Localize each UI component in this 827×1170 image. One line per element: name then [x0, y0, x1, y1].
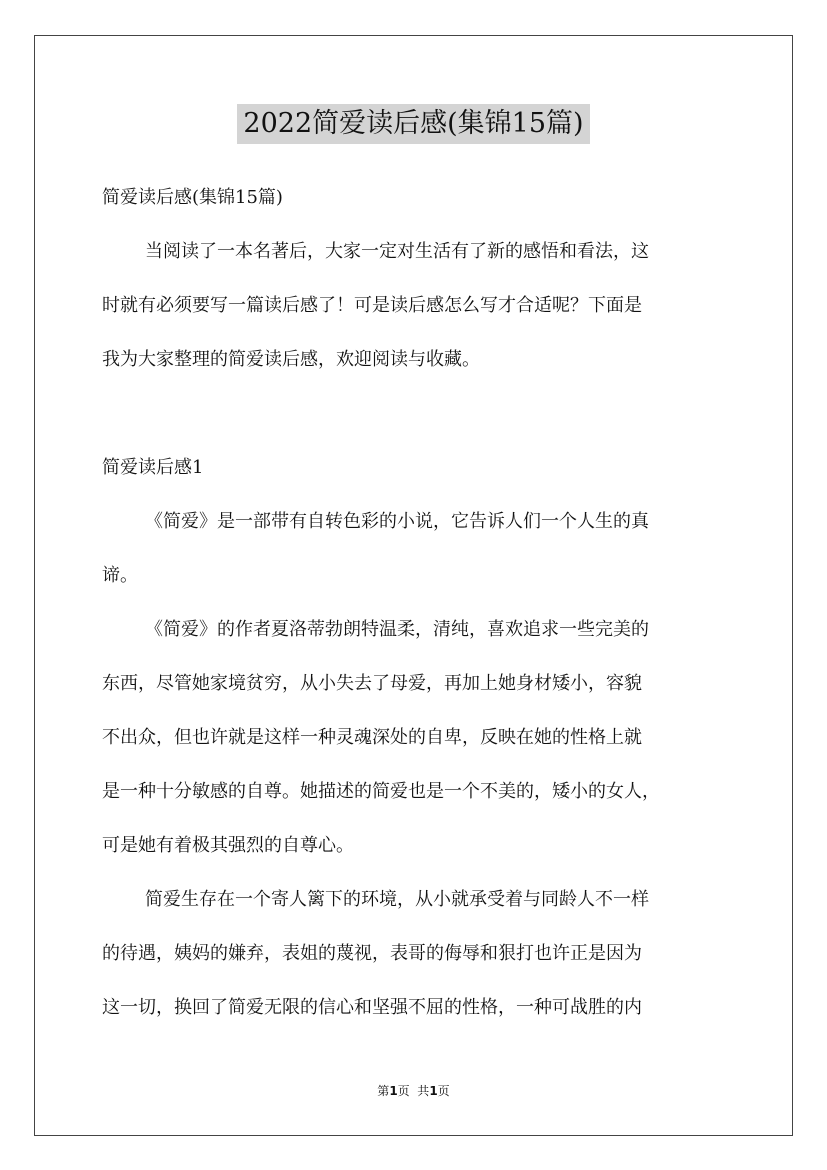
- footer-suffix: 页: [437, 1084, 450, 1098]
- paragraph-line: 谛。: [102, 565, 138, 586]
- paragraph-line: 《简爱》是一部带有自转色彩的小说，它告诉人们一个人生的真: [145, 511, 649, 532]
- paragraph-line: 是一种十分敏感的自尊。她描述的简爱也是一个不美的，矮小的女人，: [102, 781, 660, 802]
- footer-page-current: 1: [389, 1084, 398, 1098]
- paragraph-line: 可是她有着极其强烈的自尊心。: [102, 835, 354, 856]
- paragraph-line: 《简爱》的作者夏洛蒂勃朗特温柔，清纯，喜欢追求一些完美的: [145, 619, 649, 640]
- title-container: [0, 104, 827, 144]
- paragraph-line: 不出众，但也许就是这样一种灵魂深处的自卑，反映在她的性格上就: [102, 727, 642, 748]
- paragraph-line: 东西，尽管她家境贫穷，从小失去了母爱，再加上她身材矮小，容貌: [102, 673, 642, 694]
- intro-line: 时就有必须要写一篇读后感了！可是读后感怎么写才合适呢？下面是: [102, 295, 642, 316]
- paragraph-line: 简爱生存在一个寄人篱下的环境，从小就承受着与同龄人不一样: [145, 889, 649, 910]
- blank-line: [102, 387, 732, 441]
- intro-line: 当阅读了一本名著后，大家一定对生活有了新的感悟和看法，这: [145, 241, 649, 262]
- footer-mid: 页 共: [397, 1084, 430, 1098]
- paragraph-line: 的待遇，姨妈的嫌弃，表姐的蔑视，表哥的侮辱和狠打也许正是因为: [102, 943, 642, 964]
- document-body: [102, 171, 732, 1035]
- section-heading: 简爱读后感1: [102, 457, 204, 478]
- document-title: 2022简爱读后感(集锦15篇): [237, 104, 589, 144]
- footer-page-total: 1: [429, 1084, 438, 1098]
- paragraph-line: 这一切，换回了简爱无限的信心和坚强不屈的性格，一种可战胜的内: [102, 997, 642, 1018]
- intro-line: 我为大家整理的简爱读后感，欢迎阅读与收藏。: [102, 349, 480, 370]
- page-footer: [0, 1082, 827, 1100]
- footer-prefix: 第: [377, 1084, 390, 1098]
- document-subtitle: 简爱读后感(集锦15篇): [102, 187, 283, 208]
